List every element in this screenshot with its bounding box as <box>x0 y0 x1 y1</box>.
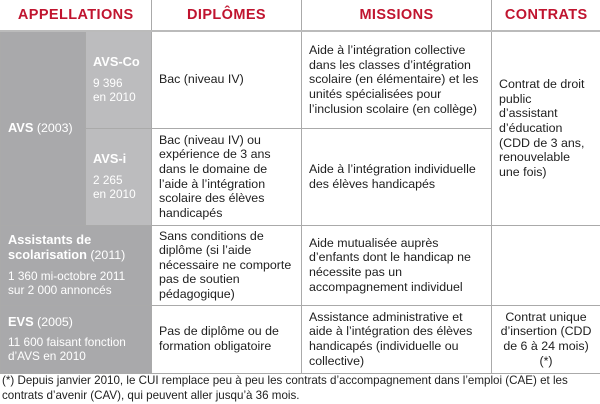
cell-avs-co <box>86 31 152 128</box>
avs-co-mission: Aide à l’intégration collective dans les classes d’intégration scolaire (en élémentaire) et les unités spécialisées pour l’inclusion scolaire (en collège) <box>302 31 492 128</box>
avs-contract: Contrat de droit public d’assistant d’éducation (CDD de 3 ans, renouvelable une fois) <box>492 31 600 225</box>
assistants-count: 1 360 mi-octobre 2011 sur 2 000 annoncés <box>8 268 126 297</box>
cell-assistants <box>1 225 152 305</box>
avs-co-count-value: 9 396 <box>93 76 123 91</box>
header-missions: MISSIONS <box>302 0 492 31</box>
cell-evs <box>1 305 152 373</box>
avs-i-name: AVS-i <box>93 151 127 167</box>
avs-co-count-year: en 2010 <box>93 90 136 105</box>
evs-year: (2005) <box>37 314 73 329</box>
avs-year: (2003) <box>36 120 73 135</box>
avs-co-diploma: Bac (niveau IV) <box>152 31 302 128</box>
avs-i-diploma: Bac (niveau IV) ou expérience de 3 ans dans le domaine de l’aide à l’intégration scolaire des élèves handicapés <box>152 128 302 225</box>
row-avs-co <box>1 31 600 128</box>
evs-contract: Contrat unique d’insertion (CDD de 6 à 24 mois) (*) <box>492 305 600 373</box>
row-assistants <box>1 225 600 305</box>
assistants-name: Assistants de scolarisation <box>8 232 92 262</box>
cell-avs <box>1 31 86 225</box>
header-appellations: APPELLATIONS <box>1 0 152 31</box>
header-contrats: CONTRATS <box>492 0 600 31</box>
evs-diploma: Pas de diplôme ou de formation obligatoire <box>152 305 302 373</box>
header-row <box>1 0 600 31</box>
header-diplomes: DIPLÔMES <box>152 0 302 31</box>
avs-co-count <box>93 76 144 104</box>
evs-count: 11 600 faisant fonction d’AVS en 2010 <box>8 335 126 364</box>
assistants-mission: Aide mutualisée auprès d’enfants dont le handicap ne nécessite pas un accompagnement individuel <box>302 225 492 305</box>
assistants-contract-empty <box>492 225 600 305</box>
row-evs <box>1 305 600 373</box>
avs-i-count-year: en 2010 <box>93 186 136 201</box>
avs-co-name: AVS-Co <box>93 54 140 70</box>
avs-name: AVS <box>8 119 34 135</box>
assistants-diploma: Sans conditions de diplôme (si l’aide nécessaire ne comporte pas de soutien pédagogique) <box>152 225 302 305</box>
evs-name: EVS <box>8 313 34 329</box>
assistants-year: (2011) <box>90 248 126 262</box>
cell-avs-i <box>86 128 152 225</box>
avs-i-count <box>93 173 144 201</box>
evs-mission: Assistance administrative et aide à l’intégration des élèves handicapés (individuelle ou collective) <box>302 305 492 373</box>
footnote: (*) Depuis janvier 2010, le CUI remplace peu à peu les contrats d’accompagnement dans l’emploi (CAE) et les contrats d’avenir (CAV), qui peuvent aller jusqu’à 36 mois. <box>2 374 568 402</box>
avs-i-count-value: 2 265 <box>93 172 123 187</box>
avs-i-mission: Aide à l’intégration individuelle des élèves handicapés <box>302 128 492 225</box>
